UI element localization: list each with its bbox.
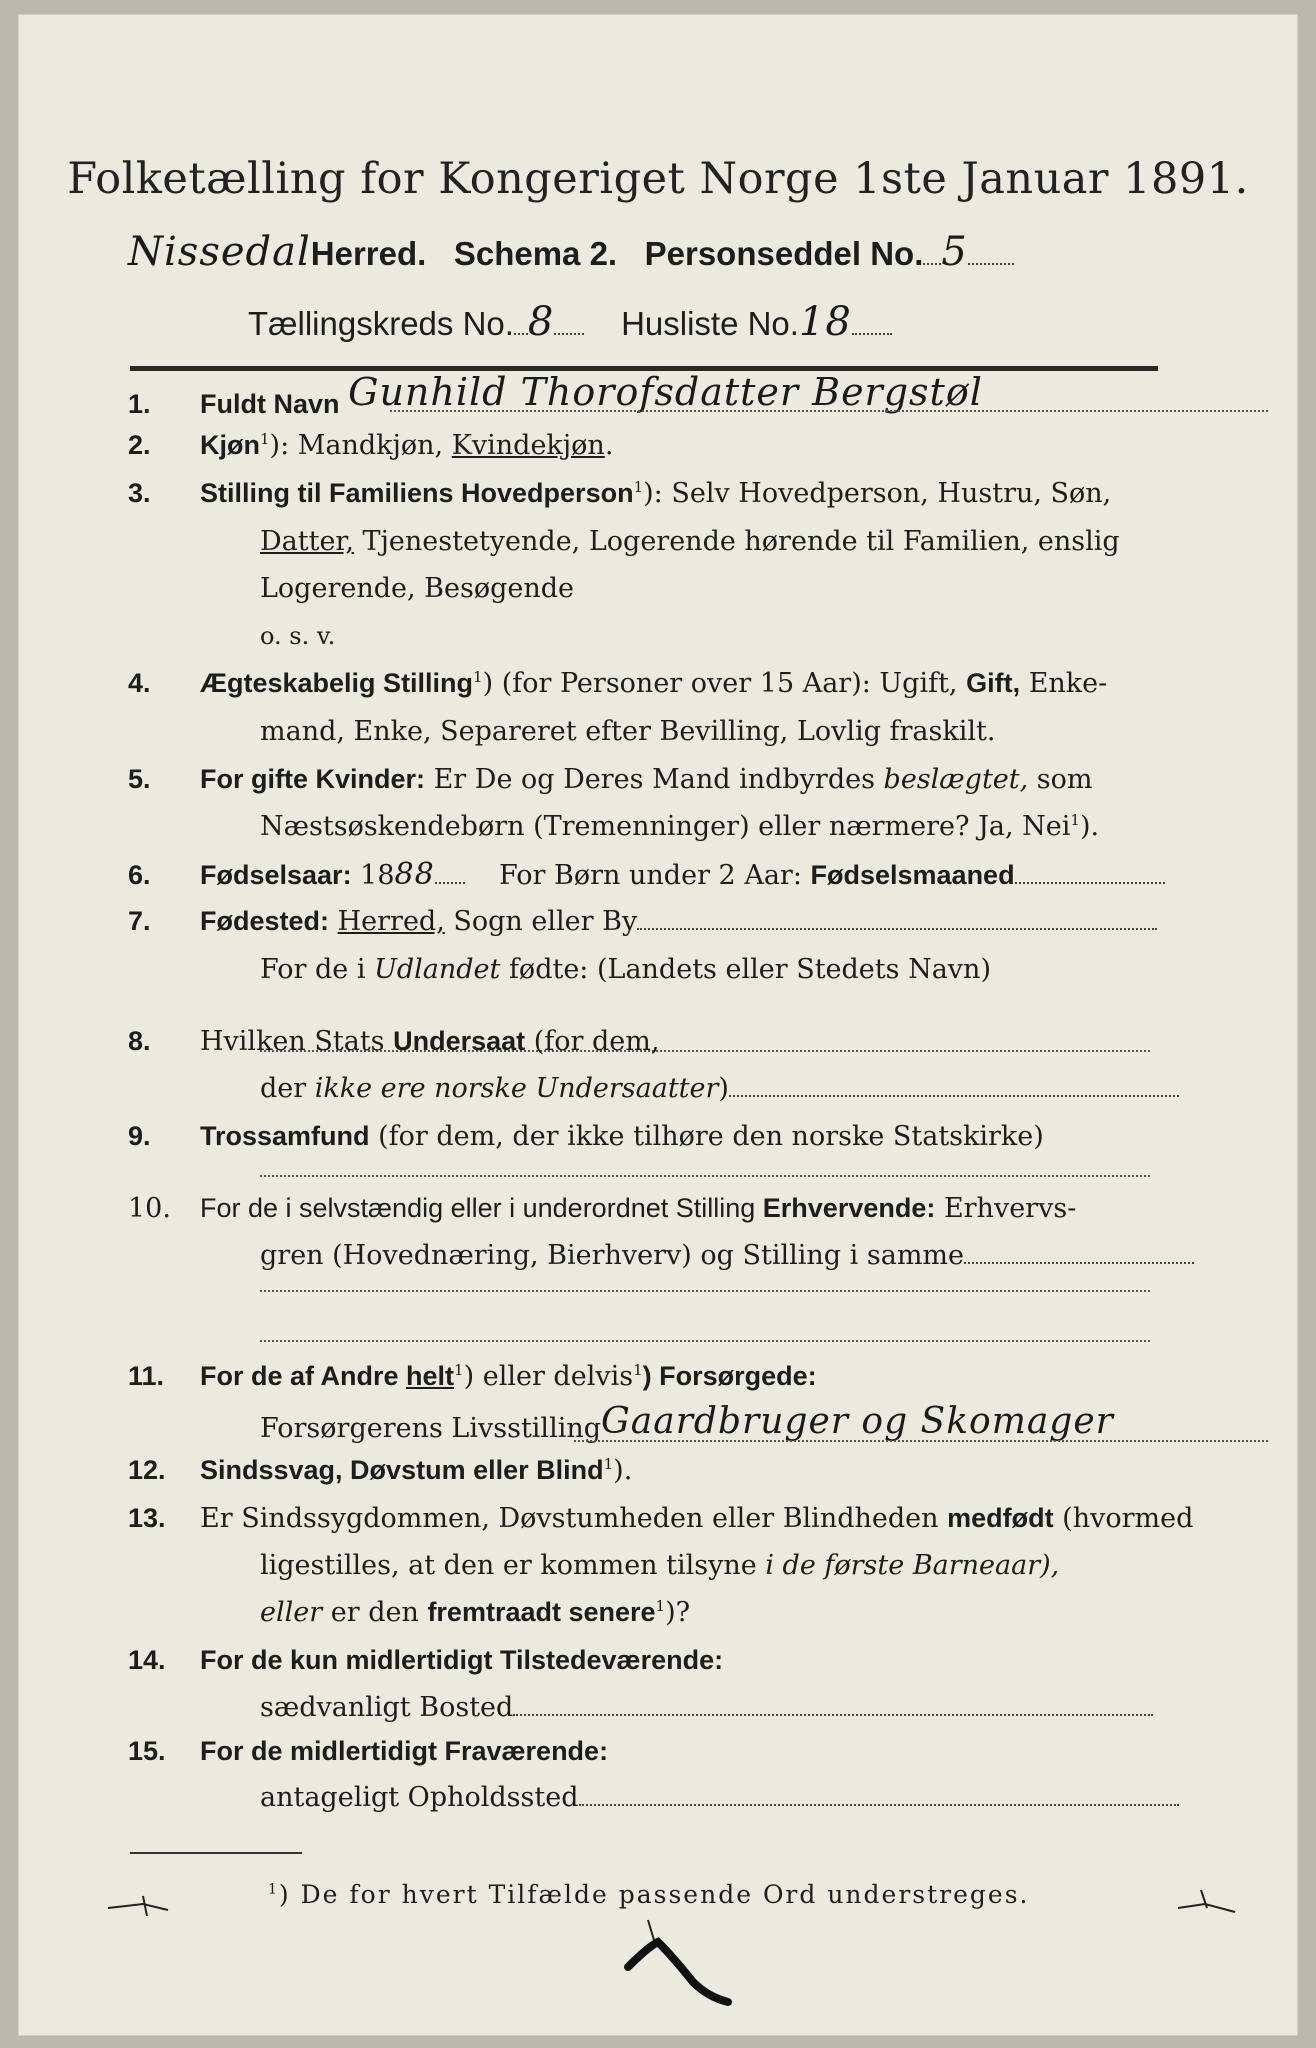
bottom-block [18,14,1298,2036]
item-number: 15. [128,1736,166,1766]
item-text: (for dem, der ikke tilhøre den norske Statskirke) [369,1121,1044,1152]
item-text-italic: ikke ere norske Undersaatter [314,1073,719,1104]
item-text: ) (for Personer over 15 Aar): Ugift, [482,668,967,699]
schema-label: Schema 2. [453,235,618,272]
selected-option: Herred, [337,906,445,937]
item-label: ) Forsørgede: [642,1361,817,1391]
provider-occupation-answer: Gaardbruger og Skomager [601,1401,1114,1442]
item-number: 14. [128,1645,166,1675]
footnote-marker: 1 [1070,811,1080,829]
item-4-line-2: mand, Enke, Separeret efter Bevilling, Lovlig fraskilt. [260,716,996,747]
husliste-label: Husliste No. [621,305,799,342]
item-number: 1. [128,389,151,419]
footnote-marker: 1 [633,478,644,496]
item-label: For gifte Kvinder: [200,764,426,794]
item-text: Tjenestetyende, Logerende hørende til Familien, enslig [353,526,1120,557]
selected-option: Kvindekjøn [451,430,605,461]
item-label: Sindssvag, Døvstum eller Blind [200,1455,604,1485]
item-text: Næstsøskendebørn (Tremenninger) eller nærmere? Ja, Nei [260,811,1071,842]
bottom-stain-mark [618,1912,748,2022]
item-text: Er Sindssygdommen, Døvstumheden eller Blindheden [200,1503,948,1534]
item-text: ligestilles, at den er kommen tilsyne [260,1550,766,1581]
item-label: medfødt [947,1503,1054,1533]
item-text: Forsørgerens Livsstilling [260,1413,602,1444]
kreds-label: Tællingskreds No. [248,305,514,342]
item-label: Fødested: [200,906,330,936]
item-label: Fuldt Navn [200,389,340,419]
footnote-marker: 1 [473,668,483,686]
item-text: ). [613,1455,633,1486]
item-text: der [260,1073,315,1104]
item-number: 9. [128,1121,151,1151]
footnote-marker: 1 [260,430,270,448]
item-text: ): Selv Hovedperson, Hustru, Søn, [643,478,1112,509]
item-number: 5. [128,764,151,794]
item-3-line-3: Logerende, Besøgende [260,573,574,604]
item-text: er den [322,1597,428,1628]
birth-year-answer: 88 [394,857,435,892]
item-3-line-4: o. s. v. [260,622,336,650]
dotted-fill [579,1804,1179,1806]
item-text: antageligt Opholdssted [260,1782,579,1813]
item-text: For de i [260,954,375,985]
husliste-number: 18 [798,299,852,345]
item-text: som [1028,764,1093,795]
item-text: (for dem, [525,1026,660,1057]
item-text: fødte: (Landets eller Stedets Navn) [500,954,991,985]
item-text: Enke- [1020,668,1108,699]
footnote-marker: 1 [603,1455,614,1473]
item-text: )? [665,1597,691,1628]
kreds-number: 8 [527,299,555,345]
footnote [268,1880,1029,1909]
year-prefix: 18 [351,860,395,891]
form-title: Folketælling for Kongeriget Norge 1ste Januar 1891. [67,154,1249,204]
footnote-marker: 1 [655,1597,666,1615]
option-gift: Gift, [966,668,1021,698]
item-text: sædvanligt Bosted [260,1692,514,1723]
herred-handwritten: Nissedal [128,229,311,275]
item-text-italic: i de første Barneaar), [765,1550,1060,1581]
item-number: 4. [128,668,151,698]
personseddel-label: Personseddel No. [644,235,924,272]
item-text: . [604,430,614,461]
item-label: fremtraadt senere [427,1597,656,1627]
item-text-italic: Udlandet [374,954,501,985]
corner-mark-left [103,1890,173,1930]
selected-option: Datter, [260,526,354,557]
item-text-italic: eller [260,1597,323,1628]
item-number: 8. [128,1026,151,1056]
herred-label: Herred. [310,235,427,272]
selected-option: helt [406,1361,455,1391]
item-label: Erhvervende: [762,1193,936,1223]
item-label: Fødselsaar: [200,860,352,890]
item-text: gren (Hovednæring, Bierhverv) og Stilling i samme [260,1240,965,1271]
item-text: Erhvervs- [935,1193,1077,1224]
item-number: 6. [128,860,151,890]
footnote-rule [130,1852,302,1854]
footnote-text: ) De for hvert Tilfælde passende Ord understreges. [278,1880,1030,1909]
footnote-marker: 1 [268,1881,279,1898]
item-label: Kjøn [200,430,260,460]
item-label: For de midlertidigt Fraværende: [200,1736,609,1766]
item-label: Fødselsmaaned [810,860,1015,890]
item-label: Trossamfund [200,1121,370,1151]
item-text: For Børn under 2 Aar: [499,860,811,891]
item-label: Ægteskabelig Stilling [200,668,474,698]
item-15 [128,1738,608,1765]
item-text: ) [718,1073,729,1104]
item-text: ): Mandkjøn, [269,430,452,461]
footnote-marker: 1 [633,1361,643,1379]
item-label: Undersaat [393,1026,526,1056]
personseddel-number: 5 [941,229,968,275]
full-name-answer: Gunhild Thorofsdatter Bergstøl [348,370,983,414]
item-label: For de i selvstændig eller i underordnet Stilling [200,1193,763,1223]
item-5-line-2: Næstsøskendebørn (Tremenninger) eller nærmere? Ja, Nei$^1$). [260,811,1100,842]
item-text-italic: beslægtet, [883,764,1029,795]
item-number: 3. [128,478,151,508]
item-text: Hvilken Stats [200,1026,394,1057]
footnote-marker: 1 [454,1361,464,1379]
corner-mark-right [1173,1886,1243,1926]
item-text: Er De og Deres Mand indbyrdes [425,764,884,795]
item-number: 2. [128,430,151,460]
item-15-line-2 [260,1784,1179,1811]
item-text: Sogn eller By [444,906,638,937]
item-text: ) eller delvis [463,1361,634,1392]
item-number: 10. [128,1193,171,1224]
item-number: 13. [128,1503,166,1533]
item-label: For de kun midlertidigt Tilstedeværende: [200,1645,724,1675]
item-label: For de af Andre [200,1361,407,1391]
item-text: (hvormed [1053,1503,1194,1534]
item-number: 7. [128,906,151,936]
item-number: 12. [128,1455,166,1485]
item-number: 11. [128,1361,165,1391]
item-label: Stilling til Familiens Hovedperson [200,478,634,508]
